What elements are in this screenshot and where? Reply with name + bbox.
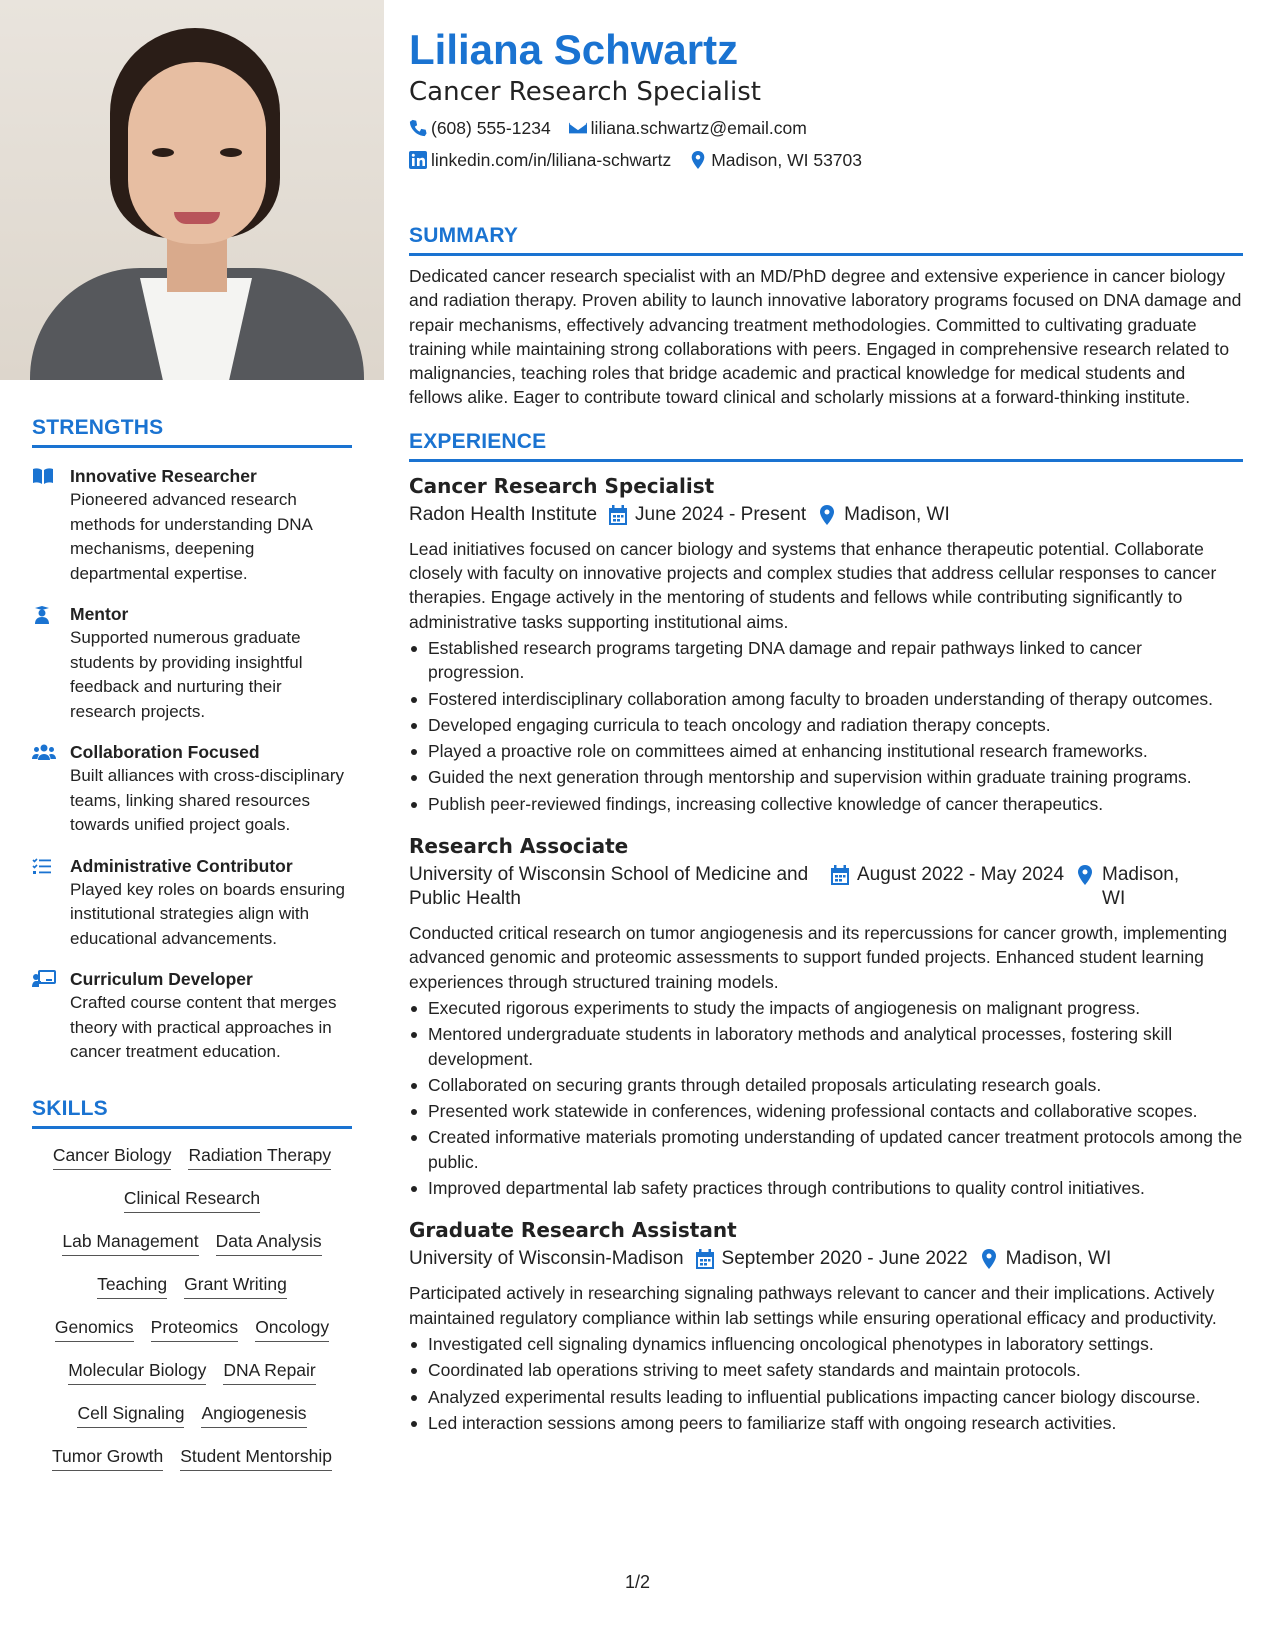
skill-tag: Student Mentorship — [180, 1445, 332, 1471]
list-item: Improved departmental lab safety practices through contributions to quality control initiatives. — [409, 1176, 1243, 1200]
list-item: Publish peer-reviewed findings, increasing collective knowledge of cancer therapeutics. — [409, 792, 1243, 816]
skills-row — [32, 1230, 352, 1256]
experience-heading: EXPERIENCE — [409, 429, 547, 453]
skill-tag: DNA Repair — [223, 1359, 315, 1385]
teacher-icon — [32, 967, 70, 1065]
list-check-icon — [32, 854, 70, 952]
skill-tag: Grant Writing — [184, 1273, 287, 1299]
map-pin-icon — [980, 1249, 998, 1269]
strength-desc: Pioneered advanced research methods for understanding DNA mechanisms, deepening departmental expertise. — [70, 490, 312, 583]
experience-section — [409, 430, 1243, 1435]
skills-row — [32, 1316, 352, 1342]
job-entry — [409, 832, 1243, 1200]
strength-desc: Supported numerous graduate students by providing insightful feedback and nurturing their research projects. — [70, 628, 303, 721]
skills-row — [32, 1273, 352, 1299]
job-dates — [609, 503, 806, 527]
strength-desc: Played key roles on boards ensuring institutional strategies align with educational advancements. — [70, 879, 345, 948]
skills-section — [32, 1097, 352, 1471]
profile-photo — [0, 0, 384, 380]
summary-text: Dedicated cancer research specialist with an MD/PhD degree and extensive experience in cancer biology and radiation therapy. Proven ability to launch innovative laboratory programs focused on DNA damage and repair mechanisms, effectively advancing treatment methodologies. Committed to cultivating graduate training while maintaining strong collaborations with peers. Engaged in comprehensive research related to malignancies, teaching roles that bridge academic and practical knowledge for medical students and fellows alike. Eager to contribute toward clinical and scholarly missions at a forward-thinking institute. — [409, 266, 1242, 408]
map-pin-icon — [1076, 865, 1094, 885]
job-entry — [409, 472, 1243, 816]
sidebar — [0, 0, 384, 1650]
strengths-heading: STRENGTHS — [32, 416, 164, 439]
section-divider — [409, 253, 1243, 256]
phone-icon — [409, 119, 427, 137]
job-location-text: Madison, WI — [1102, 864, 1180, 910]
job-title: Cancer Research Specialist — [409, 473, 715, 498]
job-bullets — [409, 1332, 1243, 1435]
skill-tag: Genomics — [55, 1316, 134, 1342]
skill-tag: Radiation Therapy — [188, 1144, 331, 1170]
summary-section — [409, 224, 1243, 410]
skills-row — [32, 1402, 352, 1428]
strength-item — [32, 740, 352, 838]
job-org: University of Wisconsin-Madison — [409, 1248, 684, 1270]
job-location — [818, 503, 950, 527]
list-item: Led interaction sessions among peers to familiarize staff with ongoing research activities. — [409, 1411, 1243, 1435]
calendar-icon — [831, 865, 849, 885]
list-item: Collaborated on securing grants through detailed proposals articulating research goals. — [409, 1073, 1243, 1097]
page-number: 1/2 — [624, 1572, 651, 1592]
linkedin-contact[interactable] — [409, 148, 671, 172]
job-location-text: Madison, WI — [844, 503, 950, 525]
job-dates — [696, 1247, 968, 1271]
job-bullets — [409, 996, 1243, 1200]
strength-item — [32, 854, 352, 952]
skill-tag: Data Analysis — [216, 1230, 322, 1256]
list-item: Mentored undergraduate students in laboratory methods and analytical processes, fostering skill development. — [409, 1022, 1243, 1071]
job-dates — [831, 863, 1064, 887]
list-item: Presented work statewide in conferences, widening professional contacts and collaborative scopes. — [409, 1099, 1243, 1123]
book-icon — [32, 464, 70, 586]
skill-tag: Cancer Biology — [53, 1144, 172, 1170]
envelope-icon — [569, 119, 587, 137]
job-org: Radon Health Institute — [409, 503, 598, 525]
calendar-icon — [696, 1249, 714, 1269]
section-divider — [32, 445, 352, 448]
strength-desc: Crafted course content that merges theory with practical approaches in cancer treatment education. — [70, 993, 337, 1061]
strength-title: Innovative Researcher — [70, 466, 257, 486]
job-bullets — [409, 636, 1243, 816]
linkedin-text: linkedin.com/in/liliana-schwartz — [431, 150, 672, 170]
location-contact — [689, 148, 862, 172]
email-text: liliana.schwartz@email.com — [590, 118, 807, 138]
contact-row — [409, 116, 1243, 140]
skill-tag: Lab Management — [62, 1230, 198, 1256]
job-description: Participated actively in researching signaling pathways relevant to cancer and their implications. Actively maintained regulatory compliance within lab settings while ensuring operational efficacy and productivity. — [409, 1283, 1217, 1328]
skill-tag: Teaching — [97, 1273, 167, 1299]
list-item: Executed rigorous experiments to study the impacts of angiogenesis on malignant progress. — [409, 996, 1243, 1020]
main-content — [409, 0, 1243, 1435]
job-location-text: Madison, WI — [1005, 1248, 1112, 1270]
skill-tag: Molecular Biology — [68, 1359, 206, 1385]
job-entry — [409, 1216, 1243, 1435]
job-dates-text: September 2020 - June 2022 — [721, 1248, 968, 1270]
strength-item — [32, 464, 352, 586]
skills-row — [32, 1144, 352, 1170]
job-meta — [409, 503, 1243, 527]
graduation-icon — [32, 602, 70, 724]
list-item: Analyzed experimental results leading to influential publications impacting cancer biology discourse. — [409, 1385, 1243, 1409]
list-item: Guided the next generation through mentorship and supervision within graduate training programs. — [409, 765, 1243, 789]
list-item: Developed engaging curricula to teach oncology and radiation therapy concepts. — [409, 713, 1243, 737]
list-item: Created informative materials promoting understanding of updated cancer treatment protocols among the public. — [409, 1125, 1243, 1174]
email-contact[interactable] — [569, 116, 807, 140]
skill-tag: Proteomics — [151, 1316, 239, 1342]
candidate-role: Cancer Research Specialist — [409, 77, 761, 107]
skills-row — [32, 1445, 352, 1471]
skills-row — [32, 1187, 352, 1213]
linkedin-icon — [409, 151, 427, 169]
strengths-section — [32, 416, 352, 1065]
skill-tag: Angiogenesis — [201, 1402, 306, 1428]
strength-desc: Built alliances with cross-disciplinary teams, linking shared resources towards unified project goals. — [70, 766, 344, 834]
section-divider — [32, 1126, 352, 1129]
skill-tag: Oncology — [255, 1316, 329, 1342]
job-org: University of Wisconsin School of Medicine and Public Health — [409, 864, 809, 910]
skill-tag: Clinical Research — [124, 1187, 260, 1213]
job-location — [1076, 863, 1206, 911]
list-item: Investigated cell signaling dynamics influencing oncological phenotypes in laboratory settings. — [409, 1332, 1243, 1356]
skills-heading: SKILLS — [32, 1096, 108, 1120]
strength-item — [32, 602, 352, 724]
skills-row — [32, 1359, 352, 1385]
job-dates-text: June 2024 - Present — [635, 503, 807, 525]
job-meta — [409, 1247, 1243, 1271]
contact-row — [409, 148, 1243, 172]
strength-title: Curriculum Developer — [70, 969, 253, 989]
phone-text: (608) 555-1234 — [431, 118, 551, 138]
job-title: Graduate Research Assistant — [409, 1218, 737, 1243]
calendar-icon — [609, 505, 627, 525]
job-description: Conducted critical research on tumor angiogenesis and its repercussions for cancer growth, implementing advanced genomic and proteomic assessments to support funded projects. Enhanced student learning experiences through structured training models. — [409, 923, 1228, 992]
strength-title: Administrative Contributor — [70, 855, 293, 876]
job-description: Lead initiatives focused on cancer biology and systems that enhance therapeutic potential. Collaborate closely with faculty on innovative projects and complex studies that address cellular responses to cancer therapies. Engage actively in the mentoring of students and fellows while contributing significantly to administrative tasks supporting institutional aims. — [409, 538, 1217, 632]
job-meta — [409, 863, 1243, 911]
list-item: Fostered interdisciplinary collaboration among faculty to broaden understanding of therapy outcomes. — [409, 687, 1243, 711]
location-text: Madison, WI 53703 — [711, 150, 863, 170]
summary-heading: SUMMARY — [409, 224, 519, 247]
map-pin-icon — [818, 505, 836, 525]
strength-title: Collaboration Focused — [70, 742, 260, 762]
list-item: Coordinated lab operations striving to meet safety standards and maintain protocols. — [409, 1358, 1243, 1382]
job-location — [980, 1247, 1112, 1271]
section-divider — [409, 459, 1243, 462]
users-icon — [32, 740, 70, 838]
skill-tag: Cell Signaling — [77, 1402, 184, 1428]
strength-title: Mentor — [70, 604, 129, 624]
phone-contact — [409, 116, 551, 140]
candidate-name: Liliana Schwartz — [409, 26, 739, 73]
list-item: Played a proactive role on committees aimed at enhancing institutional research frameworks. — [409, 739, 1243, 763]
strength-item — [32, 967, 352, 1065]
job-dates-text: August 2022 - May 2024 — [857, 864, 1065, 886]
list-item: Established research programs targeting DNA damage and repair pathways linked to cancer progression. — [409, 636, 1243, 685]
job-title: Research Associate — [409, 834, 629, 859]
skill-tag: Tumor Growth — [52, 1445, 163, 1471]
map-pin-icon — [689, 151, 707, 169]
